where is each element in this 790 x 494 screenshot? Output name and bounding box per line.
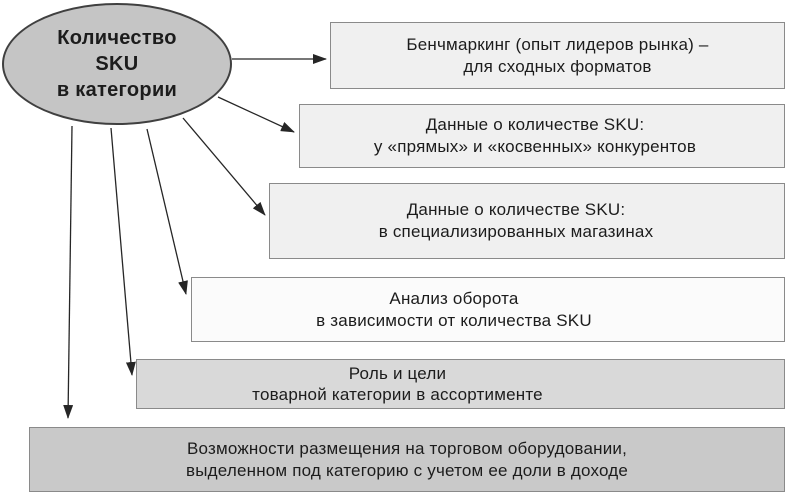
box-benchmarking-line-1: Бенчмаркинг (опыт лидеров рынка) –: [406, 34, 709, 54]
box-placement-capacity: [29, 427, 785, 492]
box-turnover-analysis: [191, 277, 785, 342]
arrow-to-sku-competitors: [218, 97, 294, 132]
box-sku-competitors-line-2: у «прямых» и «косвенных» конкурентов: [373, 137, 697, 156]
box-category-role: [136, 359, 785, 409]
box-sku-competitors-line-1: Данные о количестве SKU:: [425, 115, 645, 134]
box-sku-specialized-line-1: Данные о количестве SKU:: [406, 200, 626, 219]
box-sku-competitors: [299, 104, 785, 168]
box-benchmarking-line-2: для сходных форматов: [463, 56, 652, 76]
box-placement-capacity-line-1: Возможности размещения на торговом оборудовании,: [186, 438, 628, 458]
box-benchmarking: [330, 22, 785, 89]
box-category-role-line-2: товарной категории в ассортименте: [252, 385, 543, 404]
bubble-line-1: Количество: [57, 27, 177, 49]
box-sku-specialized-line-2: в специализированных магазинах: [378, 222, 654, 241]
box-category-role-line-1: Роль и цели: [348, 364, 447, 383]
arrow-to-turnover-analysis: [147, 129, 186, 294]
box-sku-specialized: [269, 183, 785, 259]
box-turnover-analysis-line-2: в зависимости от количества SKU: [316, 310, 592, 330]
bubble-line-3: в категории: [56, 79, 178, 101]
arrow-to-placement-capacity: [68, 126, 72, 418]
arrow-to-category-role: [111, 128, 132, 375]
bubble-line-2: SKU: [95, 53, 139, 75]
arrow-to-sku-specialized: [183, 118, 265, 215]
box-turnover-analysis-line-1: Анализ оборота: [389, 288, 519, 308]
sku-count-ellipse-label: [57, 25, 177, 103]
sku-count-ellipse: [2, 3, 232, 125]
box-placement-capacity-line-2: выделенном под категорию с учетом ее доли в доходе: [185, 460, 629, 480]
